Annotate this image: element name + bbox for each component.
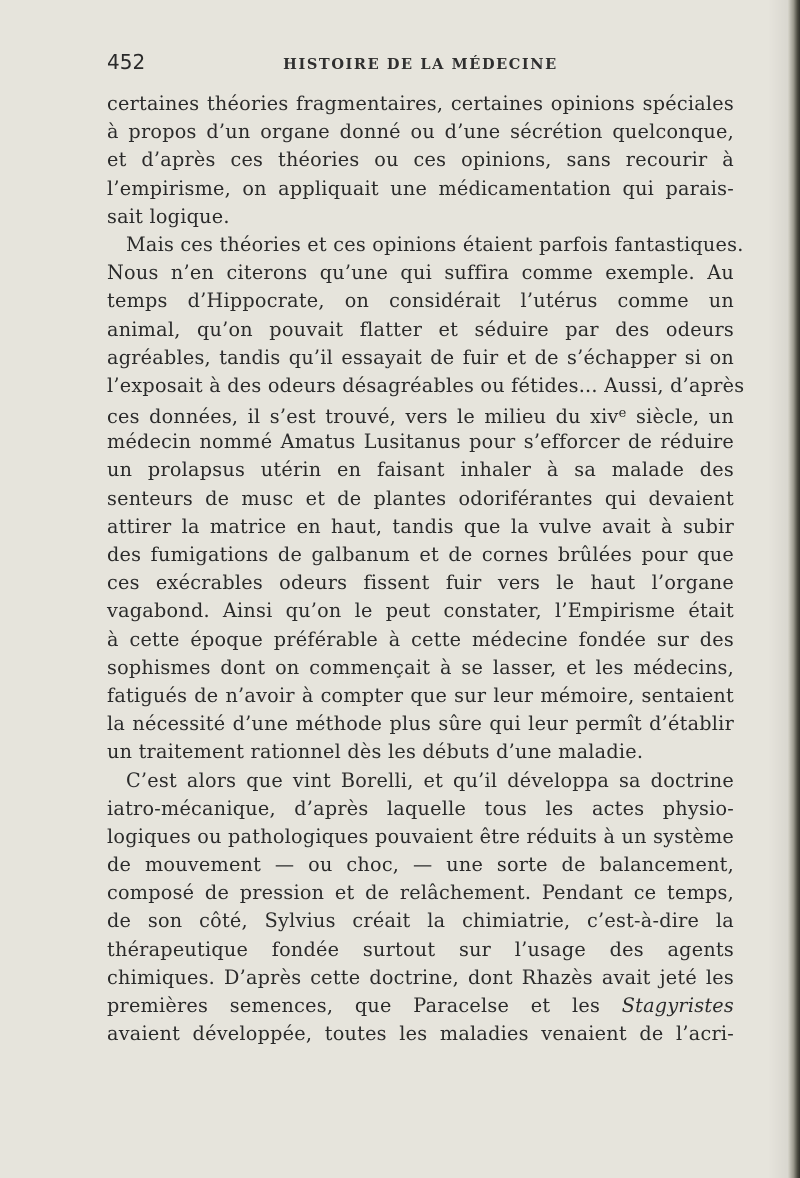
text-line: Nous n’en citerons qu’une qui suffira comme exemple. Au <box>107 261 734 285</box>
text-line: iatro-mécanique, d’après laquelle tous les actes physio- <box>107 796 734 820</box>
page-header <box>107 50 734 78</box>
text-line: sait logique. <box>107 204 230 228</box>
text-line: attirer la matrice en haut, tandis que la vulve avait à subir <box>107 514 734 538</box>
text-line: avaient développée, toutes les maladies venaient de l’acri- <box>107 1022 734 1046</box>
book-spine-edge <box>788 0 800 1178</box>
text-line: l’empirisme, on appliquait une médicamentation qui parais- <box>107 176 734 200</box>
text-line: un prolapsus utérin en faisant inhaler à sa malade des <box>107 458 734 482</box>
text-segment: premières semences, que Paracelse et les <box>107 994 622 1017</box>
text-segment: ces données, il s’est trouvé, vers le milieu du <box>107 405 591 429</box>
text-line: composé de pression et de relâchement. Pendant ce temps, <box>107 881 734 905</box>
text-line: à cette époque préférable à cette médecine fondée sur des <box>107 627 734 651</box>
text-line: la nécessité d’une méthode plus sûre qui leur permît d’établir <box>107 712 734 736</box>
page-shadow <box>768 0 788 1178</box>
paragraph-start-line: Mais ces théories et ces opinions étaient parfois fantastiques. <box>126 232 744 256</box>
text-line: des fumigations de galbanum et de cornes brûlées pour que <box>107 543 734 566</box>
text-line: sophismes dont on commençait à se lasser, et les médecins, <box>107 655 734 679</box>
text-line <box>107 400 734 428</box>
paragraph-start-line: C’est alors que vint Borelli, et qu’il développa sa doctrine <box>126 768 734 792</box>
text-line: thérapeutique fondée surtout sur l’usage des agents <box>107 937 734 961</box>
text-line: logiques ou pathologiques pouvaient être réduits à un système <box>107 824 734 848</box>
text-line: un traitement rationnel dès les débuts d’une maladie. <box>107 740 644 764</box>
text-line: l’exposait à des odeurs désagréables ou fétides... Aussi, d’après <box>107 373 745 397</box>
text-line: agréables, tandis qu’il essayait de fuir et de s’échapper si on <box>107 345 734 369</box>
text-line: animal, qu’on pouvait flatter et séduire par des odeurs <box>107 317 734 341</box>
text-line: vagabond. Ainsi qu’on le peut constater, l’Empirisme était <box>107 599 734 623</box>
century-roman-numeral: xiv <box>590 405 619 429</box>
text-line: senteurs de musc et de plantes odoriférantes qui devaient <box>107 486 734 510</box>
text-line: de mouvement — ou choc, — une sorte de balancement, <box>107 853 734 877</box>
text-line: chimiques. D’après cette doctrine, dont Rhazès avait jeté les <box>107 965 734 989</box>
text-line: fatigués de n’avoir à compter que sur leur mémoire, sentaient <box>107 683 734 707</box>
text-segment: siècle, un <box>626 405 734 429</box>
superscript-e: e <box>618 406 627 422</box>
body-text <box>107 90 745 1048</box>
text-line: médecin nommé Amatus Lusitanus pour s’efforcer de réduire <box>107 430 734 454</box>
text-line: de son côté, Sylvius créait la chimiatrie, c’est-à-dire la <box>107 909 734 933</box>
text-line: certaines théories fragmentaires, certaines opinions spéciales <box>107 92 734 115</box>
text-line: ces exécrables odeurs fissent fuir vers le haut l’organe <box>107 571 734 595</box>
running-title: HISTOIRE DE LA MÉDECINE <box>283 56 558 73</box>
page-number: 452 <box>107 50 146 74</box>
text-line: et d’après ces théories ou ces opinions, sans recourir à <box>107 148 734 172</box>
text-line <box>107 992 734 1020</box>
text-line: à propos d’un organe donné ou d’une sécrétion quelconque, <box>107 120 734 144</box>
italic-term: Stagyristes <box>621 994 734 1017</box>
text-line: temps d’Hippocrate, on considérait l’utérus comme un <box>107 289 734 313</box>
